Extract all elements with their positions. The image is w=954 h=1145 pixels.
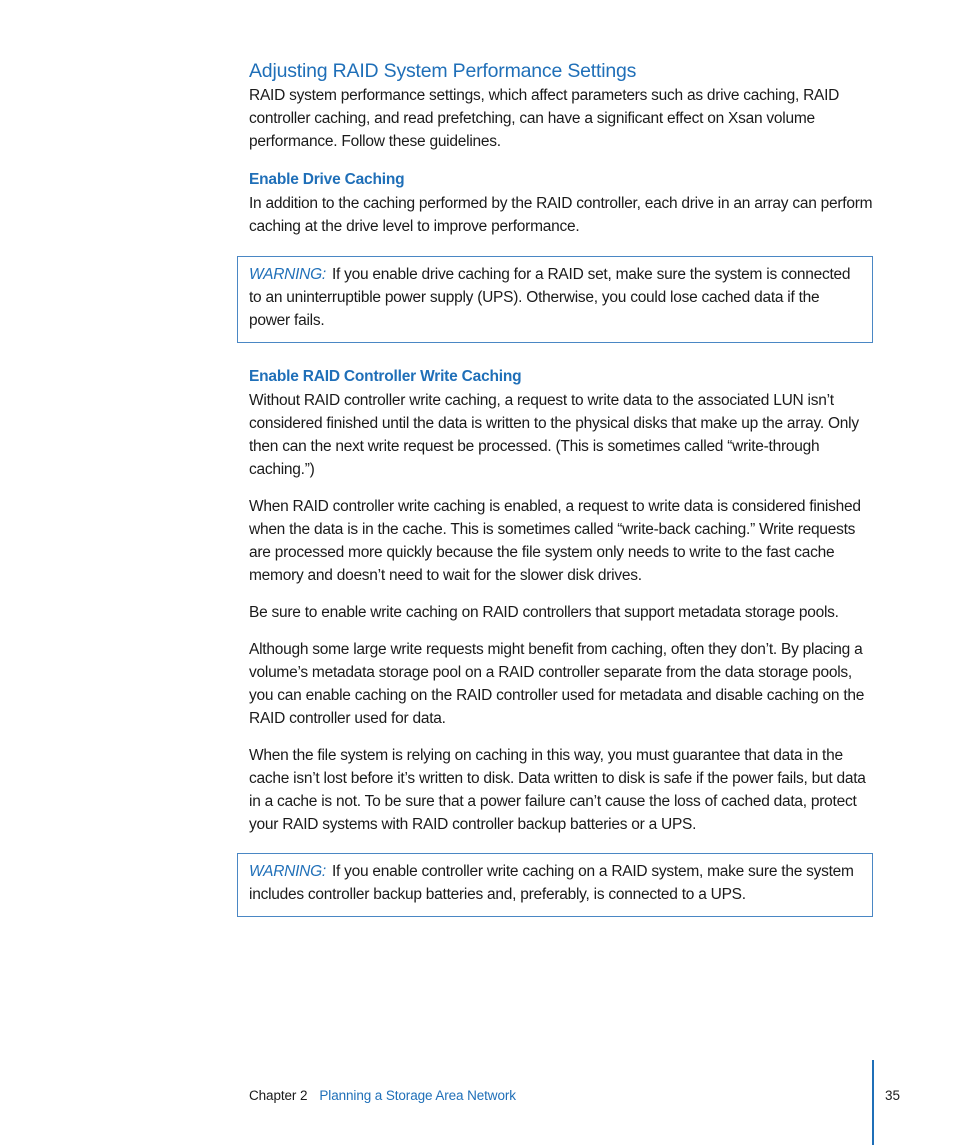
warning-label: WARNING: [249,863,326,880]
warning-box-write-caching [237,853,873,917]
write-caching-paragraph: Without RAID controller write caching, a request to write data to the associated LUN isn’t considered finished until the data is written to the physical disks that make up the array. Only then can the next write request be processed. (This is sometimes called “write-through caching.”) [249,392,859,478]
section-title: Adjusting RAID System Performance Settings [249,60,637,82]
warning-box-drive-caching [237,256,873,343]
footer-chapter: Chapter 2 [249,1088,308,1103]
warning-text: If you enable controller write caching on a RAID system, make sure the system includes controller backup batteries and, preferably, is connected to a UPS. [249,863,854,903]
warning-paragraph [249,263,861,332]
page-footer [249,1086,516,1106]
section-intro: RAID system performance settings, which affect parameters such as drive caching, RAID controller caching, and read prefetching, can have a significant effect on Xsan volume performance. Follow these guidelines. [249,87,840,150]
write-caching-paragraph: When RAID controller write caching is enabled, a request to write data is considered finished when the data is in the cache. This is sometimes called “write-back caching.” Write requests are processed more quickly because the file system only needs to write to the fast cache memory and doesn’t need to wait for the slower disk drives. [249,498,861,584]
heading-write-caching: Enable RAID Controller Write Caching [249,368,522,385]
page-number: 35 [885,1088,901,1103]
drive-caching-body: In addition to the caching performed by the RAID controller, each drive in an array can perform caching at the drive level to improve performance. [249,195,873,235]
write-caching-paragraph: Although some large write requests might benefit from caching, often they don’t. By placing a volume’s metadata storage pool on a RAID controller separate from the data storage pools, you can enable caching on the RAID controller used for metadata and disable caching on the RAID controller used for data. [249,641,865,727]
page-content [249,58,874,917]
heading-drive-caching: Enable Drive Caching [249,171,405,188]
write-caching-paragraph: When the file system is relying on caching in this way, you must guarantee that data in the cache isn’t lost before it’s written to disk. Data written to disk is safe if the power fails, but data in a cache is not. To be sure that a power failure can’t cause the loss of cached data, protect your RAID systems with RAID controller backup batteries or a UPS. [249,747,866,833]
warning-paragraph [249,860,861,906]
warning-label: WARNING: [249,266,326,283]
warning-text: If you enable drive caching for a RAID set, make sure the system is connected to an uninterruptible power supply (UPS). Otherwise, you could lose cached data if the power fails. [249,266,851,329]
footer-divider [872,1060,874,1145]
write-caching-paragraph: Be sure to enable write caching on RAID controllers that support metadata storage pools. [249,604,839,621]
footer-chapter-title: Planning a Storage Area Network [319,1088,516,1103]
